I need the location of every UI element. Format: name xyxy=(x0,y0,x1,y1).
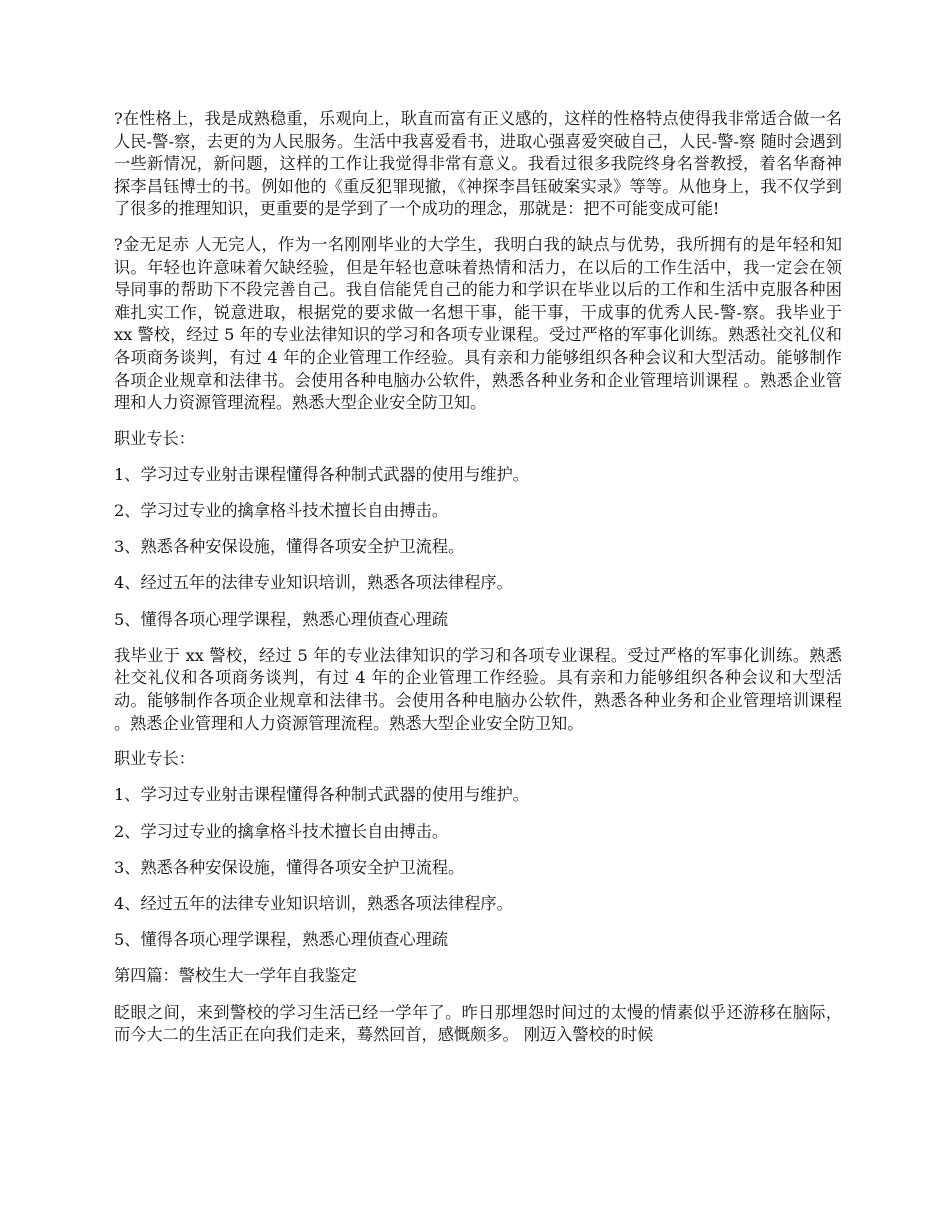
document-page xyxy=(114,108,842,1060)
paragraph-personality: ?在性格上，我是成熟稳重，乐观向上，耿直而富有正义感的，这样的性格特点使得我非常适合做一名人民-警-察，去更的为人民服务。生活中我喜爱看书，进取心强喜爱突破自己，人民-警-察 随时会遇到一些新情况，新问题，这样的工作让我觉得非常有意义。我看过很多我院终身名誉教授，着名华裔神探李昌钰博士的书。例如他的《重反犯罪现撤，《神探李昌钰破案实录》等等。从他身上，我不仅学到了很多的推理知识，更重要的是学到了一个成功的理念，那就是：把不可能变成可能! xyxy=(114,109,842,219)
section-heading-specialties: 职业专长： xyxy=(114,428,195,448)
list-item: 4、经过五年的法律专业知识培训，熟悉各项法律程序。 xyxy=(114,893,513,913)
paragraph-self-assessment: ?金无足赤 人无完人，作为一名刚刚毕业的大学生，我明白我的缺点与优势，我所拥有的是年轻和知识。年轻也许意味着欠缺经验，但是年轻也意味着热情和活力，在以后的工作生活中，我一定会在领导同事的帮助下不段完善自己。我自信能凭自己的能力和学识在毕业以后的工作和生活中克服各种困难扎实工作，锐意进取，根据党的要求做一名想干事，能干事，干成事的优秀人民-警-察。我毕业于 xx 警校，经过 5 年的专业法律知识的学习和各项专业课程。受过严格的军事化训练。熟悉社交礼仪和各项商务谈判，有过 4 年的企业管理工作经验。具有亲和力能够组织各种会议和大型活动。能够制作各项企业规章和法律书。会使用各种电脑办公软件，熟悉各种业务和企业管理培训课程 。熟悉企业管理和人力资源管理流程。熟悉大型企业安全防卫知。 xyxy=(114,234,842,413)
list-item: 3、熟悉各种安保设施，懂得各项安全护卫流程。 xyxy=(114,537,465,557)
list-item: 4、经过五年的法律专业知识培训，熟悉各项法律程序。 xyxy=(114,573,513,593)
list-item: 3、熟悉各种安保设施，懂得各项安全护卫流程。 xyxy=(114,857,465,877)
list-item: 5、懂得各项心理学课程，熟悉心理侦查心理疏 xyxy=(114,930,449,950)
chapter-heading: 第四篇：警校生大一学年自我鉴定 xyxy=(114,966,357,986)
list-item: 2、学习过专业的擒拿格斗技术擅长自由搏击。 xyxy=(114,821,449,841)
list-item: 1、学习过专业射击课程懂得各种制式武器的使用与维护。 xyxy=(114,785,529,805)
section-heading-specialties: 职业专长： xyxy=(114,749,195,769)
list-item: 1、学习过专业射击课程懂得各种制式武器的使用与维护。 xyxy=(114,464,529,484)
list-item: 5、懂得各项心理学课程，熟悉心理侦查心理疏 xyxy=(114,609,449,629)
paragraph-education: 我毕业于 xx 警校，经过 5 年的专业法律知识的学习和各项专业课程。受过严格的军事化训练。熟悉社交礼仪和各项商务谈判，有过 4 年的企业管理工作经验。具有亲和力能够组织各种会议和大型活动。能够制作各项企业规章和法律书。会使用各种电脑办公软件，熟悉各种业务和企业管理培训课程 。熟悉企业管理和人力资源管理流程。熟悉大型企业安全防卫知。 xyxy=(114,645,842,733)
paragraph-intro: 眨眼之间，来到警校的学习生活已经一学年了。昨日那埋怨时间过的太慢的情素似乎还游移在脑际，而今大二的生活正在向我们走来，蓦然回首，感慨颇多。 刚迈入警校的时候 xyxy=(114,1002,842,1045)
list-item: 2、学习过专业的擒拿格斗技术擅长自由搏击。 xyxy=(114,501,449,521)
